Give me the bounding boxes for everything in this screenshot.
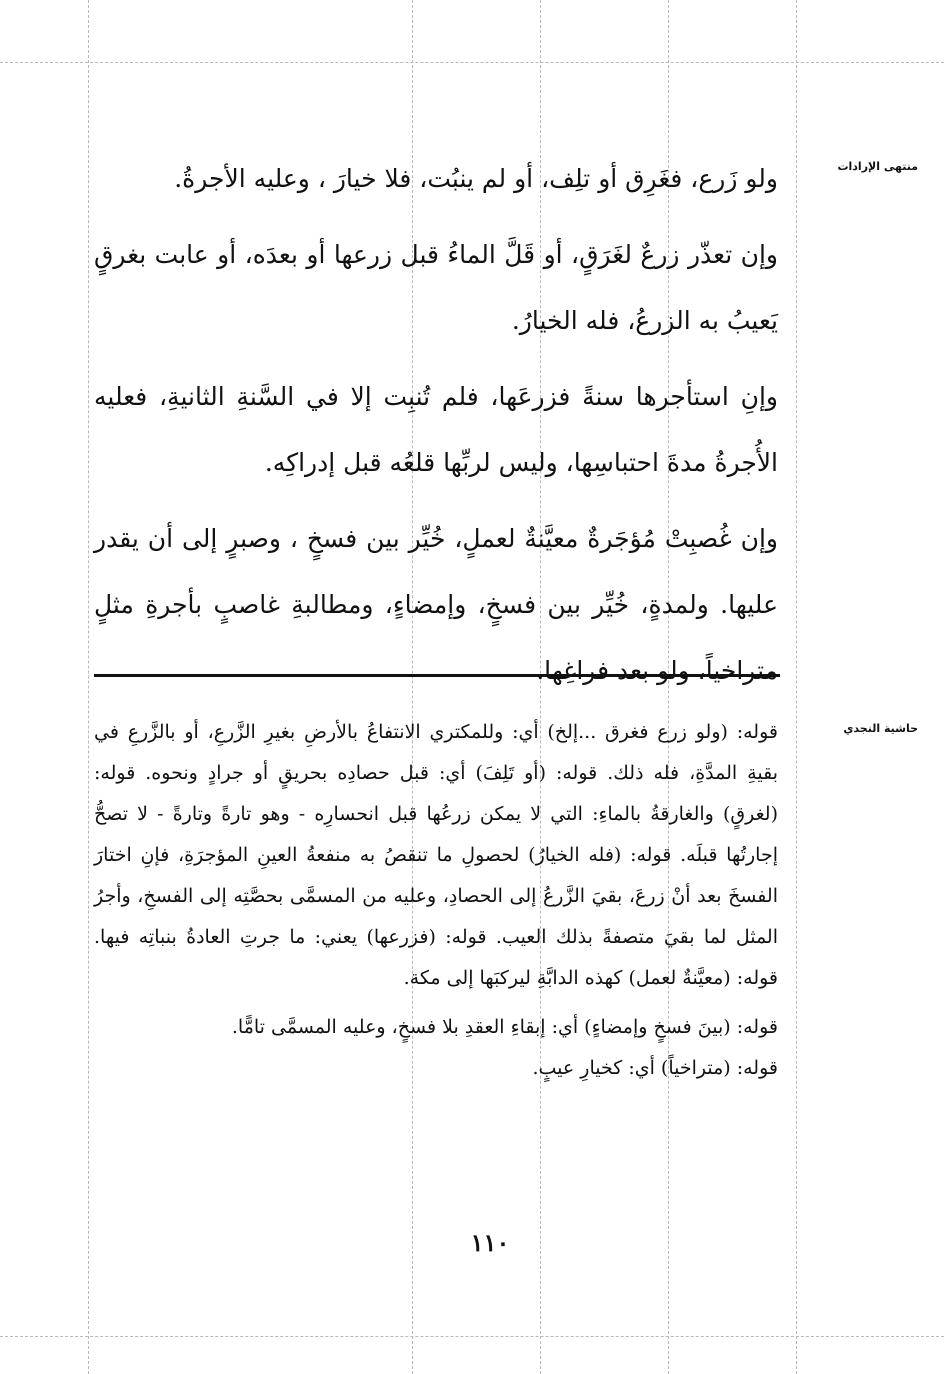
hashiya-paragraph: قوله: (ولو زرع فغرق ...إلخ) أي: وللمكتري الانتفاعُ بالأرضِ بغيرِ الزَّرعِ، أو بالزَّرعِ في بقيةِ المدَّةِ، فله ذلك. قوله: (أو تَلِفَ) أي: قبل حصادِه بحريقٍ أو جرادٍ ونحوه. قوله: (لغرقٍ) والغارقةُ بالماءِ: التي لا يمكن زرعُها قبل انحسارِه - وهو تارةً وتارةً - لا تصحُّ إجارتُها قبلَه. قوله: (فله الخيارُ) لحصولِ ما تنقصُ به منفعةُ العينِ المؤجرَةِ، فإنِ اختارَ الفسخَ بعد أنْ زرعَ، بقيَ الزَّرعُ إلى الحصادِ، وعليه من المسمَّى بحصَّتِه إلى الفسخِ، وأجرُ المثل لما بقيَ متصفةً بذلك العيب. قوله: (فزرعها) يعني: ما جرتِ العادةُ بنباتِه فيها. قوله: (معيَّنةٌ لعمل) كهذه الدابَّةِ ليركبَها إلى مكة.: [94, 721, 778, 989]
hashiya-paragraph: قوله: (متراخياً) أي: كخيارِ عيبٍ.: [532, 1057, 778, 1079]
guide-line: [0, 62, 944, 63]
matn-paragraph: وإنِ استأجرها سنةً فزرعَها، فلم تُنبِت إلا في السَّنةِ الثانيةِ، فعليه الأُجرةُ مدةَ احتباسِها، وليس لربِّها قلعُه قبل إدراكِه.: [94, 382, 778, 477]
page-number: ١١٠: [470, 1228, 510, 1257]
hashiya-paragraph: قوله: (بينَ فسخٍ وإمضاءٍ) أي: إبقاءِ العقدِ بلا فسخٍ، وعليه المسمَّى تامًّا.: [231, 1016, 778, 1038]
margin-label-hashiya: حاشية النجدي: [843, 722, 918, 735]
margin-label-matn: منتهى الإرادات: [837, 160, 918, 173]
guide-line: [0, 1336, 944, 1337]
guide-line: [88, 0, 89, 1374]
guide-line: [796, 0, 797, 1374]
hashiya-text: [94, 712, 778, 1097]
matn-paragraph: وإن غُصبِتْ مُؤجَرةٌ معيَّنةٌ لعملٍ، خُيِّر بين فسخٍ ، وصبرٍ إلى أن يقدر عليها. ولمدةٍ، خُيِّر بين فسخٍ، وإمضاءٍ، ومطالبةِ غاصبٍ بأجرةِ مثلٍ متراخياً، ولو بعد فراغِها.: [94, 524, 778, 685]
matn-text: [94, 146, 778, 714]
matn-paragraph: ولو زَرع، فغَرِق أو تلِف، أو لم ينبُت، فلا خيارَ ، وعليه الأجرةُ.: [174, 164, 778, 193]
matn-paragraph: وإن تعذّر زرعٌ لغَرَقٍ، أو قَلَّ الماءُ قبل زرعها أو بعدَه، أو عابت بغرقٍ يَعيبُ به الزرعُ، فله الخيارُ.: [94, 240, 778, 335]
section-divider: [94, 674, 780, 677]
